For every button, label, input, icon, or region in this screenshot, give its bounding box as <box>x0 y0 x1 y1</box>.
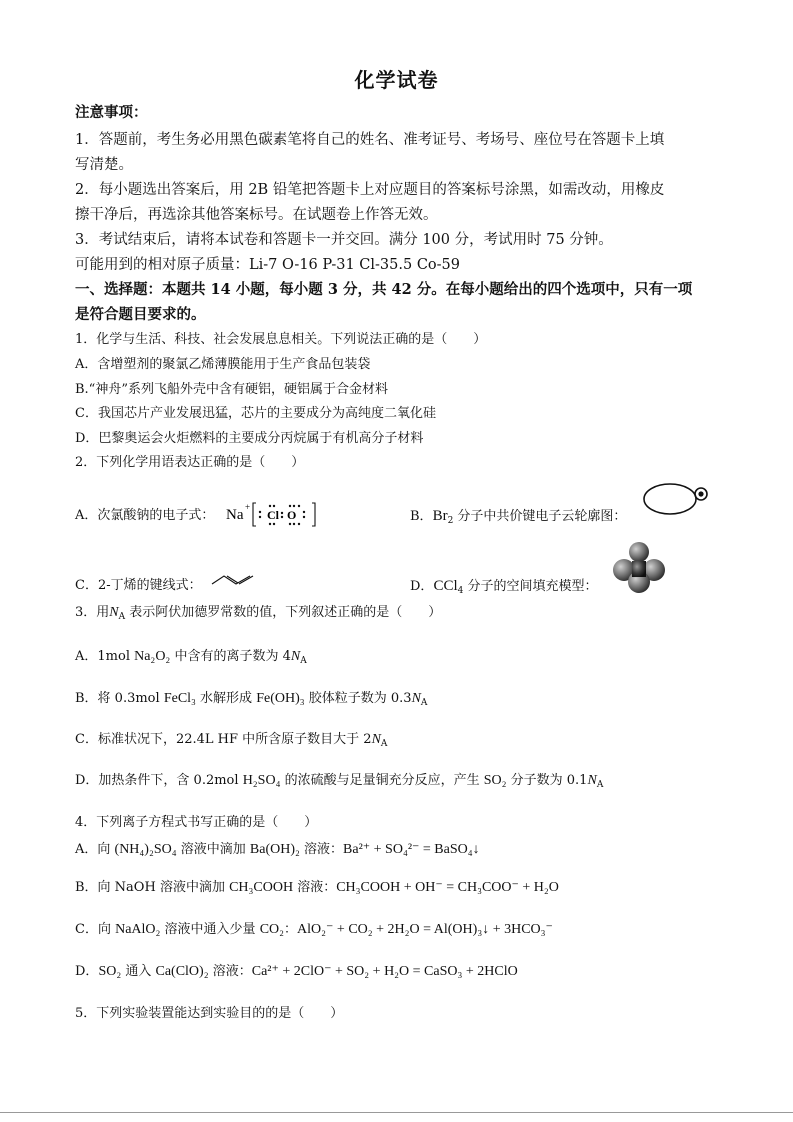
q3-option-a-formula: Na₂O₂ <box>134 649 171 664</box>
q4-option-c-reagent-1: NaAlO₂ <box>115 922 161 937</box>
q3-option-b-pre: B．将 0.3mol <box>75 691 164 706</box>
avogadro-symbol: N <box>587 773 597 788</box>
space-filling-model-icon <box>612 541 666 595</box>
q3-option-c-text: C．标准状况下，22.4L HF 中所含原子数目大于 2 <box>75 732 372 747</box>
2-butene-skeletal-formula <box>210 571 260 591</box>
q3-option-d-formula-1: H₂SO₄ <box>242 773 281 788</box>
q4-option-d-reagent-1: SO₂ <box>98 964 122 979</box>
atomic-masses: 可能用到的相对原子质量：Li-7 O-16 P-31 Cl-35.5 Co-59 <box>75 257 460 273</box>
q3-option-d <box>75 771 603 791</box>
q3-option-b-post: 胶体粒子数为 0.3 <box>304 691 412 706</box>
na-symbol: Na <box>226 507 244 523</box>
q2-option-d-formula: CCl <box>433 578 458 594</box>
q4-option-c-mid-2: ： <box>284 922 298 937</box>
avogadro-sub: A <box>596 780 604 790</box>
q4-option-c <box>75 920 553 940</box>
q2-option-d-formula-sub: 4 <box>457 586 464 596</box>
q3-option-d-formula-2: SO₂ <box>483 773 507 788</box>
electron-cloud-icon <box>642 481 712 517</box>
q4-option-a-equation: Ba²⁺ + SO₄²⁻ = BaSO₄↓ <box>343 842 480 857</box>
q1-option-a: A．含增塑剂的聚氯乙烯薄膜能用于生产食品包装袋 <box>75 357 371 372</box>
notice-item-2-line2: 擦干净后，再选涂其他答案标号。在试题卷上作答无效。 <box>75 207 438 223</box>
q4-option-a-mid: 溶液中滴加 <box>176 842 250 857</box>
q2-option-b-label: B． <box>410 509 433 524</box>
right-bracket <box>312 503 315 526</box>
avogadro-sub: A <box>420 698 428 708</box>
q2-option-a-electron-formula <box>224 498 320 534</box>
q2-option-b-text: 分子中共价键电子云轮廓图： <box>453 509 627 524</box>
q3-stem <box>75 603 441 623</box>
page-bottom-divider <box>0 1112 793 1113</box>
q3-option-d-mid: 的浓硫酸与足量铜充分反应，产生 <box>280 773 484 788</box>
avogadro-symbol: N <box>371 732 381 747</box>
q2-option-b <box>410 506 626 527</box>
q2-option-d-text: 分子的空间填充模型： <box>463 579 598 594</box>
q2-option-b-formula: Br <box>432 508 448 524</box>
q2-stem: 2．下列化学用语表达正确的是（ ） <box>75 455 305 470</box>
avogadro-sub: A <box>118 612 126 622</box>
notice-item-1-line2: 写清楚。 <box>75 157 133 173</box>
avogadro-symbol: N <box>109 605 119 620</box>
q2-option-b-formula-sub: 2 <box>447 516 454 526</box>
q4-option-b-mid: 溶液： <box>293 880 337 895</box>
q5-stem: 5．下列实验装置能达到实验目的的是（ ） <box>75 1006 344 1021</box>
q3-option-d-pre: D．加热条件下，含 0.2mol <box>75 773 243 788</box>
q4-option-a-reagent-2: Ba(OH)₂ <box>249 842 300 857</box>
q4-option-a-reagent-1: (NH₄)₂SO₄ <box>114 842 177 857</box>
section-1-heading-line2: 是符合题目要求的。 <box>75 306 206 323</box>
skeletal-formula-icon <box>210 571 260 587</box>
avogadro-symbol: N <box>290 649 301 664</box>
q4-option-a <box>75 840 480 860</box>
avogadro-sub: A <box>300 656 307 666</box>
q2-option-d <box>410 576 598 597</box>
page-title: 化学试卷 <box>354 68 439 92</box>
q2-option-d-label: D． <box>410 579 434 594</box>
avogadro-sub: A <box>380 739 388 749</box>
q4-option-d-mid: 通入 <box>121 964 156 979</box>
q1-stem: 1．化学与生活、科技、社会发展息息相关。下列说法正确的是（ ） <box>75 332 487 347</box>
q1-option-c: C．我国芯片产业发展迅猛，芯片的主要成分为高纯度二氧化硅 <box>75 406 436 421</box>
q3-option-d-post: 分子数为 0.1 <box>506 773 588 788</box>
ccl4-space-filling-model <box>612 541 666 599</box>
q4-option-d <box>75 962 518 982</box>
q1-option-d: D．巴黎奥运会火炬燃料的主要成分丙烷属于有机高分子材料 <box>75 431 424 446</box>
q4-option-d-equation: Ca²⁺ + 2ClO⁻ + SO₂ + H₂O = CaSO₃ + 2HClO <box>251 964 518 979</box>
q1-option-b: B.“神舟”系列飞船外壳中含有硬铝，硬铝属于合金材料 <box>75 382 388 397</box>
q3-option-a <box>75 647 307 667</box>
notice-item-1-line1: 1．答题前，考生务必用黑色碳素笔将自己的姓名、准考证号、考场号、座位号在答题卡上填 <box>75 132 665 148</box>
notice-heading: 注意事项： <box>75 104 148 121</box>
q4-option-b <box>75 878 559 898</box>
q4-option-b-reagent: CH₃COOH <box>229 880 294 895</box>
svg-text:Cl: Cl <box>267 508 279 522</box>
q4-stem: 4．下列离子方程式书写正确的是（ ） <box>75 815 318 830</box>
q4-option-a-mid-2: 溶液： <box>299 842 344 857</box>
q2-option-c-text: C．2-丁烯的键线式： <box>75 578 202 593</box>
q3-option-a-pre: A．1mol <box>75 649 135 664</box>
q3-stem-pre: 3．用 <box>75 605 110 620</box>
q3-stem-post: 表示阿伏加德罗常数的值，下列叙述正确的是（ ） <box>125 605 442 620</box>
sodium-hypochlorite-electron-dot-structure <box>224 498 320 530</box>
svg-text:O: O <box>287 508 297 522</box>
q4-option-d-mid-2: 溶液： <box>208 964 252 979</box>
q2-option-a <box>75 506 214 526</box>
section-1-heading-line1: 一、选择题：本题共 14 小题，每小题 3 分，共 42 分。在每小题给出的四个选项中，只有一项 <box>75 281 693 298</box>
q2-option-c <box>75 576 202 596</box>
q4-option-d-pre: D． <box>75 964 99 979</box>
na-charge: + <box>245 502 251 512</box>
left-bracket <box>253 503 256 526</box>
br2-electron-cloud-diagram <box>642 481 712 521</box>
q3-option-c <box>75 730 387 750</box>
q3-option-b-formula-2: Fe(OH)₃ <box>256 691 305 706</box>
q4-option-c-pre: C．向 <box>75 922 116 937</box>
notice-item-2-line1: 2．每小题选出答案后，用 2B 铅笔把答题卡上对应题目的答案标号涂黑，如需改动，用橡皮 <box>75 182 665 198</box>
avogadro-symbol: N <box>411 691 421 706</box>
q3-option-b <box>75 689 427 709</box>
q4-option-c-mid: 溶液中通入少量 <box>160 922 260 937</box>
q4-option-b-pre: B．向 NaOH 溶液中滴加 <box>75 880 230 895</box>
q3-option-a-post: 中含有的离子数为 4 <box>170 649 291 664</box>
q4-option-a-pre: A．向 <box>75 842 115 857</box>
q4-option-c-reagent-2: CO₂ <box>259 922 285 937</box>
q4-option-d-reagent-2: Ca(ClO)₂ <box>155 964 209 979</box>
q2-option-a-text: A．次氯酸钠的电子式： <box>75 508 215 523</box>
q3-option-b-formula-1: FeCl₃ <box>163 691 196 706</box>
notice-item-3: 3．考试结束后，请将本试卷和答题卡一并交回。满分 100 分，考试用时 75 分钟。 <box>75 232 613 248</box>
q3-option-b-mid: 水解形成 <box>195 691 257 706</box>
q4-option-b-equation: CH₃COOH + OH⁻ = CH₃COO⁻ + H₂O <box>336 880 559 895</box>
q4-option-c-equation: AlO₂⁻ + CO₂ + 2H₂O = Al(OH)₃↓ + 3HCO₃⁻ <box>297 922 553 937</box>
